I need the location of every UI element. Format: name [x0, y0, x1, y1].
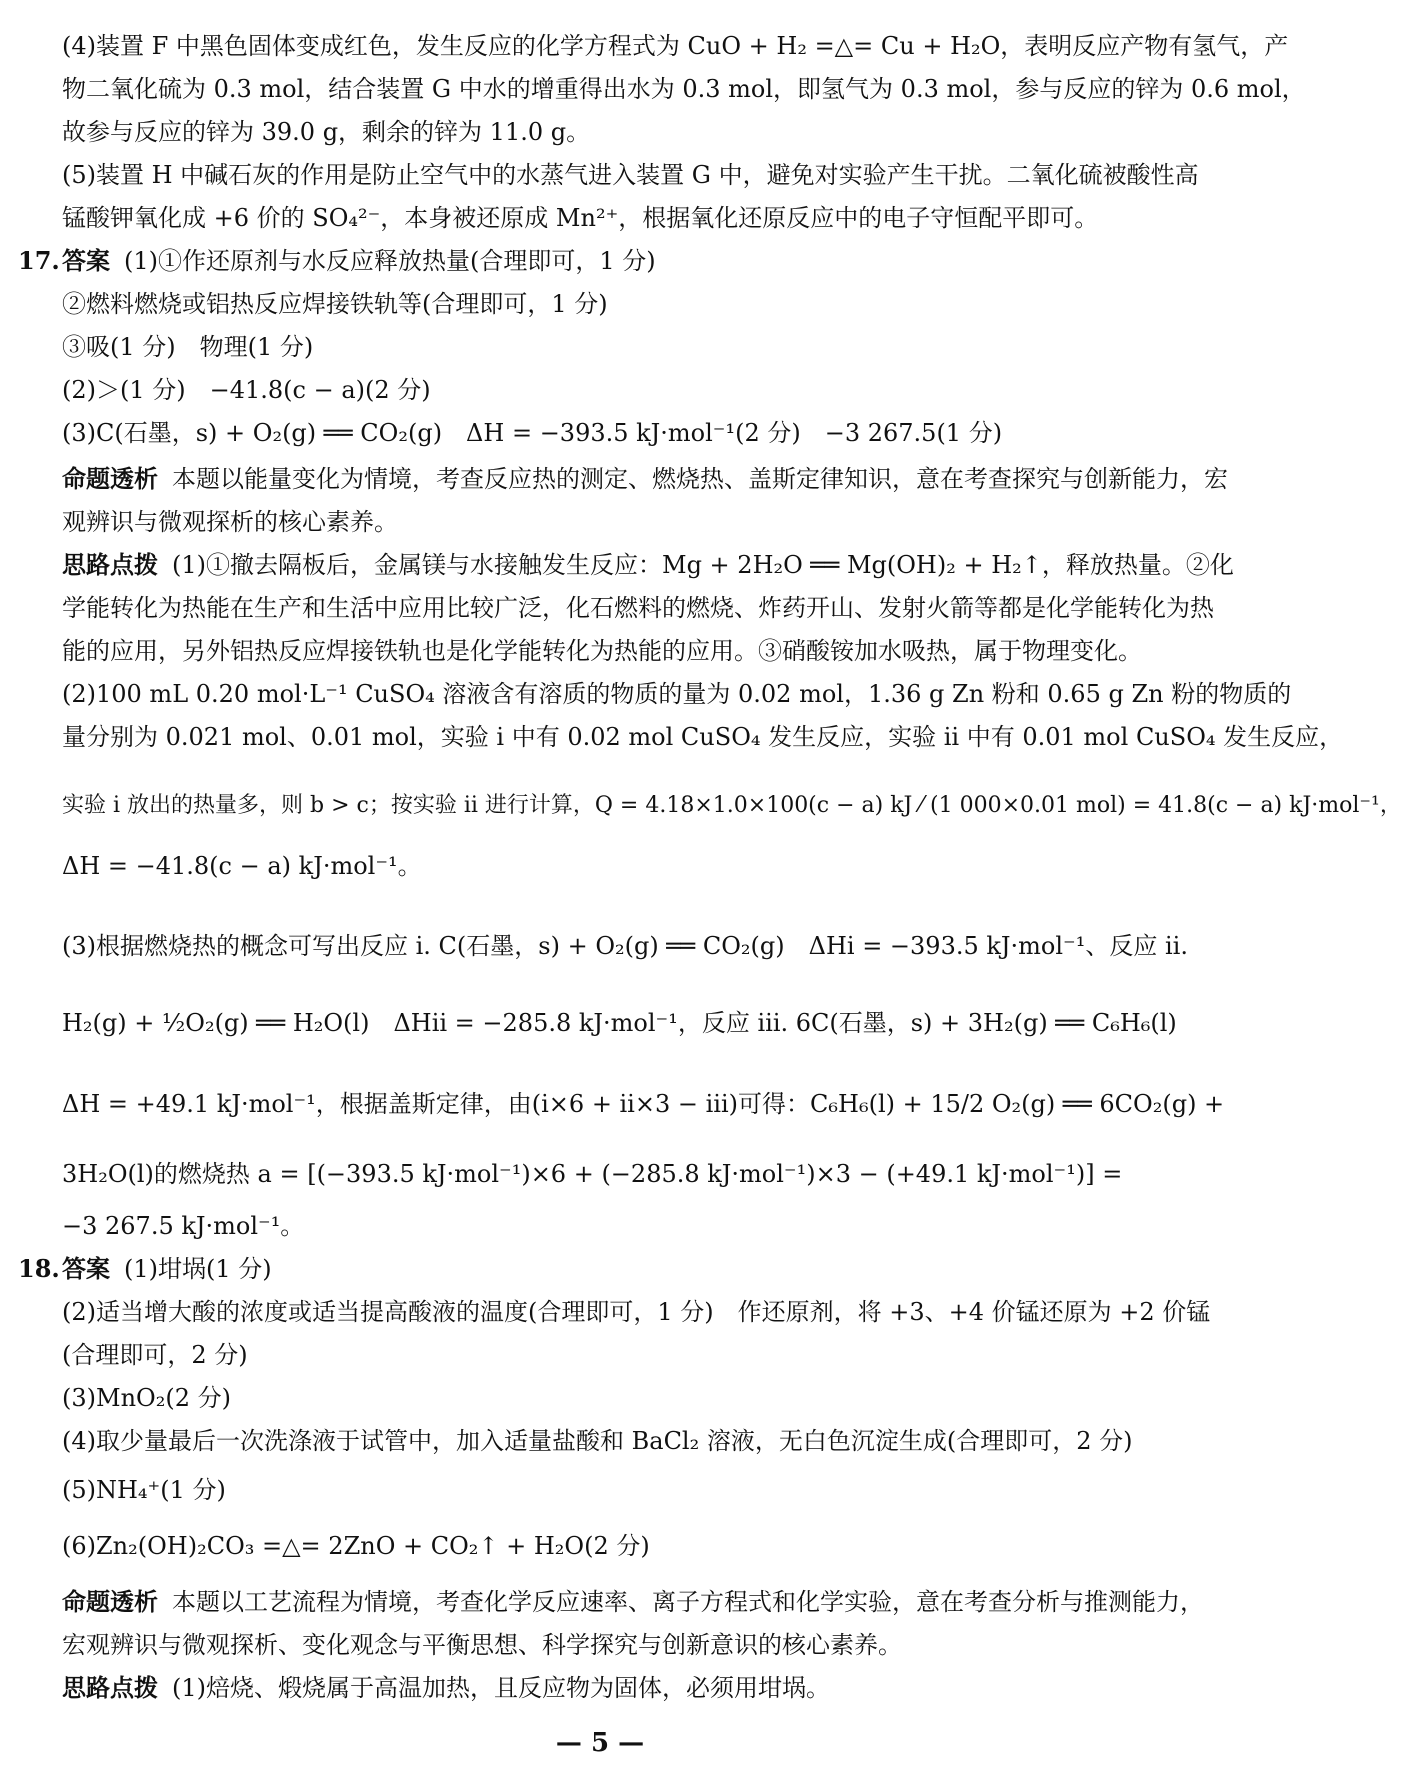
text-line: 锰酸钾氧化成 +6 价的 SO₄²⁻，本身被还原成 Mn²⁺，根据氧化还原反应中的电子守恒配平即可。: [62, 204, 1099, 232]
answer-text: (2)＞(1 分) −41.8(c − a)(2 分): [62, 376, 431, 404]
analysis-line: [62, 1586, 1204, 1618]
answer-text: (2)适当增大酸的浓度或适当提高酸液的温度(合理即可，1 分) 作还原剂，将 +3、+4 价锰还原为 +2 价锰: [62, 1298, 1211, 1326]
hint-text: ΔH = +49.1 kJ·mol⁻¹，根据盖斯定律，由(ⅰ×6 + ⅱ×3 − ⅲ)可得：C₆H₆(l) + 15/2 O₂(g) ══ 6CO₂(g) +: [62, 1090, 1225, 1118]
hint-text: ΔH = −41.8(c − a) kJ·mol⁻¹。: [62, 852, 422, 880]
hint-line: [62, 549, 1234, 581]
hint-text: 3H₂O(l)的燃烧热 a = [(−393.5 kJ·mol⁻¹)×6 + (−285.8 kJ·mol⁻¹)×3 − (+49.1 kJ·mol⁻¹)] =: [62, 1160, 1123, 1188]
analysis-text: 本题以能量变化为情境，考查反应热的测定、燃烧热、盖斯定律知识，意在考查探究与创新能力，宏: [172, 465, 1228, 493]
hint-label: 思路点拨: [62, 1674, 158, 1702]
question-number: 17.: [18, 246, 60, 275]
question-number: 18.: [18, 1254, 60, 1283]
answer-text: (合理即可，2 分): [62, 1341, 248, 1369]
hint-text: −3 267.5 kJ·mol⁻¹。: [62, 1212, 305, 1240]
q18-answer-line: [62, 1253, 1174, 1285]
answer-text: (5)NH₄⁺(1 分): [62, 1476, 226, 1504]
answer-text: (3)MnO₂(2 分): [62, 1384, 231, 1412]
analysis-text: 观辨识与微观探析的核心素养。: [62, 508, 398, 536]
answer-text: (4)取少量最后一次洗涤液于试管中，加入适量盐酸和 BaCl₂ 溶液，无白色沉淀生成(合理即可，2 分): [62, 1427, 1133, 1455]
analysis-line: [62, 463, 1228, 495]
text-line: (5)装置 H 中碱石灰的作用是防止空气中的水蒸气进入装置 G 中，避免对实验产生干扰。二氧化硫被酸性高: [62, 161, 1199, 189]
hint-text: 能的应用，另外铝热反应焊接铁轨也是化学能转化为热能的应用。③硝酸铵加水吸热，属于物理变化。: [62, 637, 1142, 665]
text-line: 物二氧化硫为 0.3 mol，结合装置 G 中水的增重得出水为 0.3 mol，即氢气为 0.3 mol，参与反应的锌为 0.6 mol，: [62, 75, 1306, 103]
hint-line: [62, 1672, 1174, 1704]
text-line: 故参与反应的锌为 39.0 g，剩余的锌为 11.0 g。: [62, 118, 591, 146]
hint-text: H₂(g) + ½O₂(g) ══ H₂O(l) ΔHⅱ = −285.8 kJ·mol⁻¹，反应 ⅲ. 6C(石墨，s) + 3H₂(g) ══ C₆H₆(l): [62, 1009, 1177, 1037]
hint-text: (1)①撤去隔板后，金属镁与水接触发生反应：Mg + 2H₂O ══ Mg(OH)₂ + H₂↑，释放热量。②化: [172, 551, 1234, 579]
answer-text: (6)Zn₂(OH)₂CO₃ =△= 2ZnO + CO₂↑ + H₂O(2 分): [62, 1532, 650, 1560]
text-line: (4)装置 F 中黑色固体变成红色，发生反应的化学方程式为 CuO + H₂ =△= Cu + H₂O，表明反应产物有氢气，产: [62, 32, 1289, 60]
answer-text: (3)C(石墨，s) + O₂(g) ══ CO₂(g) ΔH = −393.5 kJ·mol⁻¹(2 分) −3 267.5(1 分): [62, 419, 1003, 447]
analysis-text: 本题以工艺流程为情境，考查化学反应速率、离子方程式和化学实验，意在考查分析与推测能力，: [172, 1588, 1204, 1616]
answer-label: 答案: [62, 247, 110, 275]
hint-text: (2)100 mL 0.20 mol·L⁻¹ CuSO₄ 溶液含有溶质的物质的量为 0.02 mol，1.36 g Zn 粉和 0.65 g Zn 粉的物质的: [62, 680, 1292, 708]
answer-text: (1)坩埚(1 分): [124, 1255, 272, 1283]
hint-text: (1)焙烧、煅烧属于高温加热，且反应物为固体，必须用坩埚。: [172, 1674, 830, 1702]
hint-text: 实验 ⅰ 放出的热量多，则 b > c；按实验 ⅱ 进行计算，Q = 4.18×1.0×100(c − a) kJ ⁄ (1 000×0.01 mol) = 41.8(c − a) kJ·mol⁻¹，: [62, 793, 1402, 818]
analysis-label: 命题透析: [62, 1588, 158, 1616]
answer-text: ③吸(1 分) 物理(1 分): [62, 333, 314, 361]
analysis-label: 命题透析: [62, 465, 158, 493]
answer-label: 答案: [62, 1255, 110, 1283]
analysis-text: 宏观辨识与微观探析、变化观念与平衡思想、科学探究与创新意识的核心素养。: [62, 1631, 902, 1659]
hint-text: (3)根据燃烧热的概念可写出反应 ⅰ. C(石墨，s) + O₂(g) ══ CO₂(g) ΔHⅰ = −393.5 kJ·mol⁻¹、反应 ⅱ.: [62, 932, 1188, 960]
answer-text: (1)①作还原剂与水反应释放热量(合理即可，1 分): [124, 247, 656, 275]
page-number: — 5 —: [555, 1728, 645, 1758]
hint-text: 学能转化为热能在生产和生活中应用比较广泛，化石燃料的燃烧、炸药开山、发射火箭等都是化学能转化为热: [62, 594, 1214, 622]
hint-text: 量分别为 0.021 mol、0.01 mol，实验 ⅰ 中有 0.02 mol CuSO₄ 发生反应，实验 ⅱ 中有 0.01 mol CuSO₄ 发生反应，: [62, 723, 1344, 751]
q17-answer-line: [62, 245, 1174, 277]
hint-label: 思路点拨: [62, 551, 158, 579]
answer-text: ②燃料燃烧或铝热反应焊接铁轨等(合理即可，1 分): [62, 290, 608, 318]
